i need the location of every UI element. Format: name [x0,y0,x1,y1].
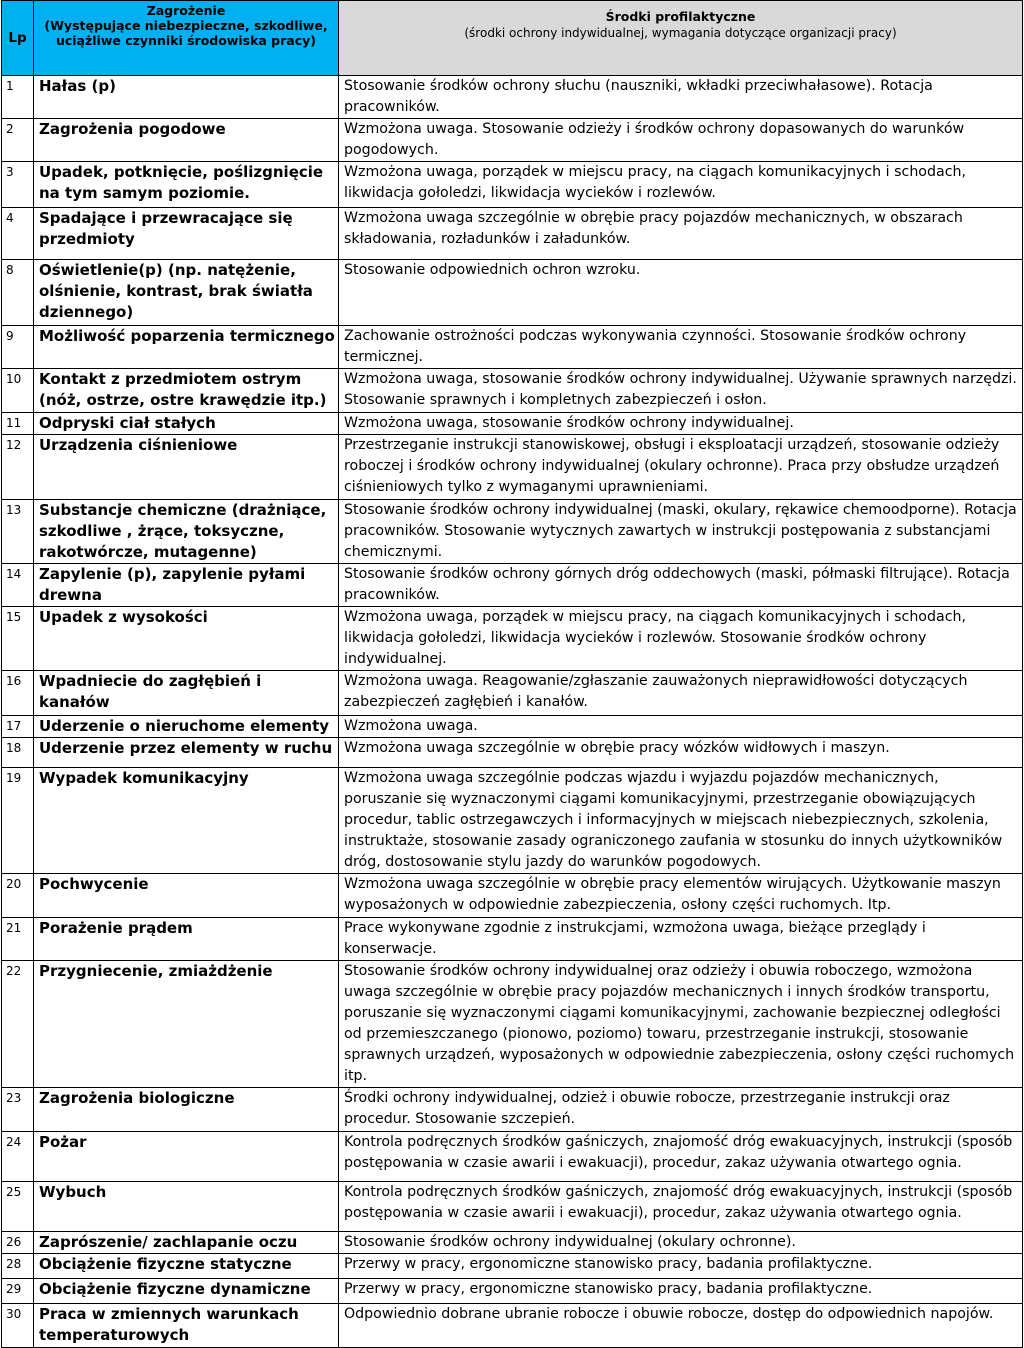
header-measures [339,1,1023,76]
row-measures: Stosowanie środków ochrony indywidualnej (maski, okulary, rękawice chemoodporne). Rotacja pracowników. Stosowanie wytycznych zawartych w instrukcji postępowania z substancjami chemicznymi. [339,500,1023,564]
row-lp: 9 [2,326,34,369]
row-measures: Stosowanie środków ochrony słuchu (nauszniki, wkładki przeciwhałasowe). Rotacja pracowników. [339,76,1023,119]
table-row [2,260,1023,326]
row-measures: Wzmożona uwaga. Stosowanie odzieży i środków ochrony dopasowanych do warunków pogodowych. [339,119,1023,162]
table-row [2,208,1023,260]
table-row [2,369,1023,413]
row-lp: 8 [2,260,34,326]
row-lp: 2 [2,119,34,162]
table-row [2,435,1023,500]
row-lp: 3 [2,162,34,208]
row-lp: 12 [2,435,34,500]
table-row [2,874,1023,918]
row-hazard: Upadek z wysokości [34,607,339,671]
table-row [2,1232,1023,1254]
table-header [2,1,1023,76]
row-hazard: Hałas (p) [34,76,339,119]
row-measures: Kontrola podręcznych środków gaśniczych, znajomość dróg ewakuacyjnych, instrukcji (sposób postępowania w czasie awarii i ewakuacji), procedur, zakaz używania otwartego ognia. [339,1132,1023,1182]
row-lp: 10 [2,369,34,413]
header-measures-title: Środki profilaktyczne [605,9,756,24]
row-measures: Prace wykonywane zgodnie z instrukcjami, wzmożona uwaga, bieżące przeglądy i konserwacje. [339,918,1023,961]
row-hazard: Porażenie prądem [34,918,339,961]
row-hazard: Pochwycenie [34,874,339,918]
table-row [2,671,1023,716]
row-lp: 24 [2,1132,34,1182]
row-hazard: Zaprószenie/ zachlapanie oczu [34,1232,339,1254]
row-lp: 21 [2,918,34,961]
row-hazard: Zagrożenia pogodowe [34,119,339,162]
row-lp: 26 [2,1232,34,1254]
header-hazard-subtitle: (Występujące niebezpieczne, szkodliwe, uciążliwe czynniki środowiska pracy) [44,18,328,48]
risk-table [1,0,1023,1348]
row-hazard: Praca w zmiennych warunkach temperaturowych [34,1304,339,1348]
row-lp: 19 [2,768,34,874]
row-measures: Wzmożona uwaga. [339,716,1023,738]
table-row [2,76,1023,119]
table-row [2,1132,1023,1182]
table-row [2,162,1023,208]
row-measures: Wzmożona uwaga, stosowanie środków ochrony indywidualnej. Używanie sprawnych narzędzi. Stosowanie sprawnych i kompletnych zabezpieczeń i osłon. [339,369,1023,413]
table-row [2,1254,1023,1279]
table-row [2,326,1023,369]
header-hazard-title: Zagrożenie [146,3,226,18]
row-measures: Wzmożona uwaga szczególnie podczas wjazdu i wyjazdu pojazdów mechanicznych, poruszanie się wyznaczonymi ciągami komunikacyjnymi, przestrzeganie obowiązujących procedur, tablic ostrzegawczych i informacyjnych w miejscach niebezpiecznych, szkolenia, instruktaże, stosowanie zasady ograniczonego zaufania w stosunku do innych użytkowników dróg, dostosowanie stylu jazdy do warunków pogodowych. [339,768,1023,874]
row-lp: 15 [2,607,34,671]
row-lp: 29 [2,1279,34,1304]
row-hazard: Przygniecenie, zmiażdżenie [34,961,339,1088]
row-measures: Przerwy w pracy, ergonomiczne stanowisko pracy, badania profilaktyczne. [339,1279,1023,1304]
row-hazard: Urządzenia ciśnieniowe [34,435,339,500]
row-lp: 25 [2,1182,34,1232]
row-lp: 16 [2,671,34,716]
row-hazard: Oświetlenie(p) (np. natężenie, olśnienie, kontrast, brak światła dziennego) [34,260,339,326]
row-measures: Kontrola podręcznych środków gaśniczych, znajomość dróg ewakuacyjnych, instrukcji (sposób postępowania w czasie awarii i ewakuacji), procedur, zakaz używania otwartego ognia. [339,1182,1023,1232]
row-hazard: Wpadniecie do zagłębień i kanałów [34,671,339,716]
row-measures: Przestrzeganie instrukcji stanowiskowej, obsługi i eksploatacji urządzeń, stosowanie odzieży roboczej i środków ochrony indywidualnej (okulary ochronne). Praca przy obsłudze urządzeń ciśnieniowych tylko z wymaganymi uprawnieniami. [339,435,1023,500]
row-measures: Stosowanie środków ochrony indywidualnej (okulary ochronne). [339,1232,1023,1254]
row-measures: Przerwy w pracy, ergonomiczne stanowisko pracy, badania profilaktyczne. [339,1254,1023,1279]
row-measures: Wzmożona uwaga, stosowanie środków ochrony indywidualnej. [339,413,1023,435]
row-hazard: Obciążenie fizyczne statyczne [34,1254,339,1279]
row-lp: 11 [2,413,34,435]
row-lp: 30 [2,1304,34,1348]
row-hazard: Wypadek komunikacyjny [34,768,339,874]
table-row [2,119,1023,162]
table-row [2,768,1023,874]
row-hazard: Odpryski ciał stałych [34,413,339,435]
row-lp: 1 [2,76,34,119]
table-row [2,716,1023,738]
table-row [2,738,1023,768]
row-measures: Wzmożona uwaga szczególnie w obrębie pracy elementów wirujących. Użytkowanie maszyn wyposażonych w odpowiednie zabezpieczenia, osłony części ruchomych. Itp. [339,874,1023,918]
row-measures: Środki ochrony indywidualnej, odzież i obuwie robocze, przestrzeganie instrukcji oraz procedur. Stosowanie szczepień. [339,1088,1023,1132]
row-hazard: Substancje chemiczne (drażniące, szkodliwe , żrące, toksyczne, rakotwórcze, mutagenne) [34,500,339,564]
row-measures: Stosowanie odpowiednich ochron wzroku. [339,260,1023,326]
row-measures: Wzmożona uwaga szczególnie w obrębie pracy wózków widłowych i maszyn. [339,738,1023,768]
row-measures: Stosowanie środków ochrony indywidualnej oraz odzieży i obuwia roboczego, wzmożona uwaga szczególnie w obrębie pracy pojazdów mechanicznych i innych środków transportu, poruszanie się wyznaczonymi ciągami komunikacyjnymi, zachowanie bezpiecznej odległości od przemieszczanego (pionowo, poziomo) towaru, przestrzeganie instrukcji, stosowanie sprawnych urządzeń, wyposażonych w odpowiednie zabezpieczenia, osłony części ruchomych itp. [339,961,1023,1088]
row-lp: 4 [2,208,34,260]
row-hazard: Spadające i przewracające się przedmioty [34,208,339,260]
row-hazard: Zapylenie (p), zapylenie pyłami drewna [34,564,339,607]
row-lp: 28 [2,1254,34,1279]
row-hazard: Możliwość poparzenia termicznego [34,326,339,369]
row-hazard: Zagrożenia biologiczne [34,1088,339,1132]
row-measures: Wzmożona uwaga. Reagowanie/zgłaszanie zauważonych nieprawidłowości dotyczących zabezpieczeń zagłębień i kanałów. [339,671,1023,716]
row-measures: Wzmożona uwaga, porządek w miejscu pracy, na ciągach komunikacyjnych i schodach, likwidacja gołoledzi, likwidacja wycieków i rozlewów. Stosowanie środków ochrony indywidualnej. [339,607,1023,671]
row-hazard: Kontakt z przedmiotem ostrym (nóż, ostrze, ostre krawędzie itp.) [34,369,339,413]
table-row [2,961,1023,1088]
header-measures-subtitle: (środki ochrony indywidualnej, wymagania dotyczące organizacji pracy) [464,26,897,40]
row-measures: Stosowanie środków ochrony górnych dróg oddechowych (maski, półmaski filtrujące). Rotacja pracowników. [339,564,1023,607]
row-lp: 22 [2,961,34,1088]
table-row [2,564,1023,607]
row-hazard: Uderzenie przez elementy w ruchu [34,738,339,768]
table-row [2,918,1023,961]
row-hazard: Pożar [34,1132,339,1182]
row-measures: Wzmożona uwaga, porządek w miejscu pracy, na ciągach komunikacyjnych i schodach, likwidacja gołoledzi, likwidacja wycieków i rozlewów. [339,162,1023,208]
row-lp: 17 [2,716,34,738]
row-hazard: Wybuch [34,1182,339,1232]
row-hazard: Upadek, potknięcie, poślizgnięcie na tym samym poziomie. [34,162,339,208]
row-lp: 13 [2,500,34,564]
table-row [2,1182,1023,1232]
table-row [2,1279,1023,1304]
row-measures: Odpowiednio dobrane ubranie robocze i obuwie robocze, dostęp do odpowiednich napojów. [339,1304,1023,1348]
row-measures: Zachowanie ostrożności podczas wykonywania czynności. Stosowanie środków ochrony termicznej. [339,326,1023,369]
row-lp: 18 [2,738,34,768]
row-lp: 23 [2,1088,34,1132]
row-lp: 14 [2,564,34,607]
table-row [2,413,1023,435]
row-measures: Wzmożona uwaga szczególnie w obrębie pracy pojazdów mechanicznych, w obszarach składowania, rozładunków i załadunków. [339,208,1023,260]
header-lp: Lp [2,1,34,76]
row-lp: 20 [2,874,34,918]
table-row [2,1088,1023,1132]
row-hazard: Uderzenie o nieruchome elementy [34,716,339,738]
table-row [2,1304,1023,1348]
row-hazard: Obciążenie fizyczne dynamiczne [34,1279,339,1304]
table-row [2,607,1023,671]
table-row [2,500,1023,564]
header-hazard [34,1,339,76]
